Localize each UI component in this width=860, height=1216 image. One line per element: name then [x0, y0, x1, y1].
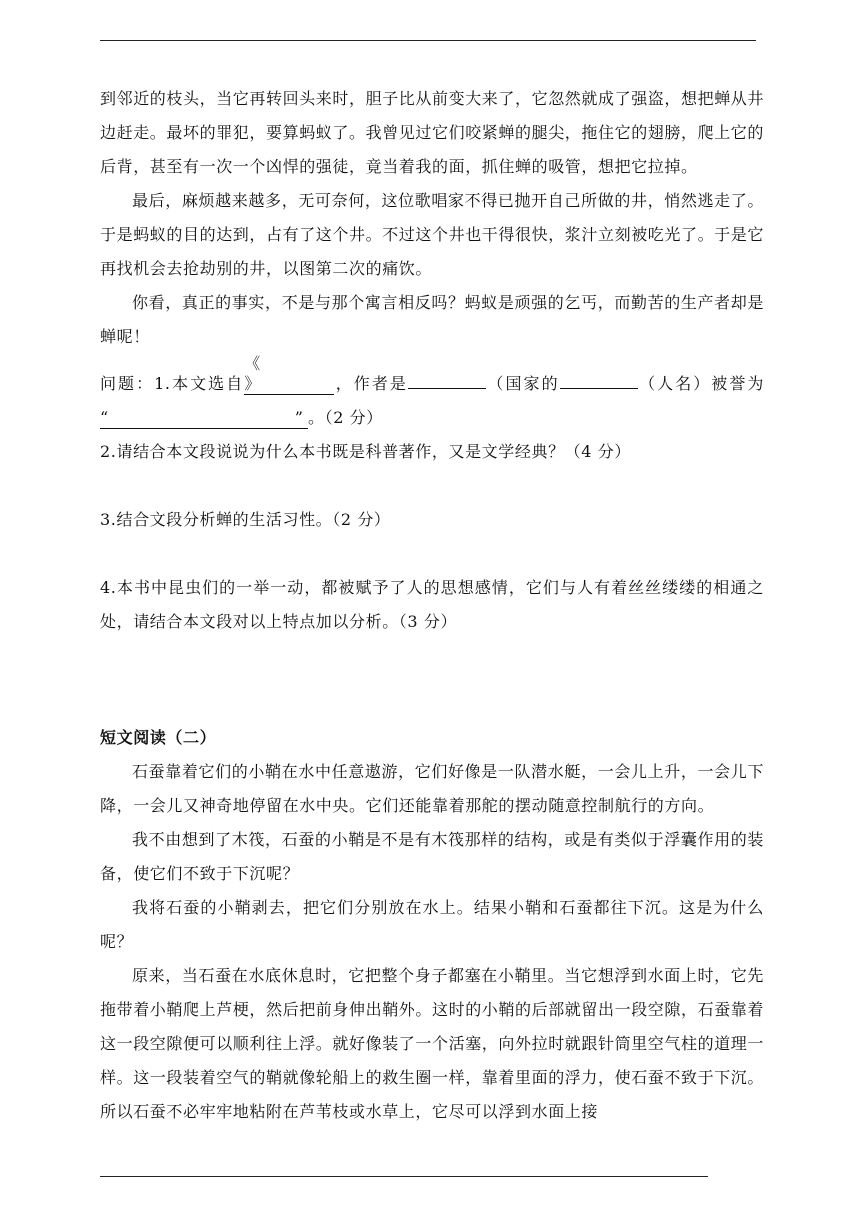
passage-two-paragraph: 石蚕靠着它们的小鞘在水中任意遨游，它们好像是一队潜水艇，一会儿上升，一会儿下降，一会儿又神奇地停留在水中央。它们还能靠着那舵的摆动随意控制航行的方向。	[100, 762, 764, 815]
question-1-name-text: （人名）被誉为	[637, 374, 765, 393]
section-gap	[100, 687, 764, 721]
footer-rule	[100, 1176, 708, 1177]
question-3: 3.结合文段分析蝉的生活习性。（2 分）	[100, 510, 391, 529]
header-rule	[100, 40, 756, 41]
quote-close: ”	[294, 408, 304, 427]
passage-two-paragraph: 原来，当石蚕在水底休息时，它把整个身子都塞在小鞘里。当它想浮到水面上时，它先拖带着小鞘爬上芦梗，然后把前身伸出鞘外。这时的小鞘的后部就留出一段空隙，石蚕靠着这一段空隙便可以顺利往上浮。就好像装了一个活塞，向外拉时就跟针筒里空气柱的道理一样。这一段装着空气的鞘就像轮船上的救生圈一样，靠着里面的浮力，使石蚕不致于下沉。所以石蚕不必牢牢地粘附在芦苇枝或水草上，它尽可以浮到水面上接	[100, 966, 765, 1121]
question-1-country-text: （国家的	[485, 374, 560, 393]
book-title-blank[interactable]	[244, 354, 334, 395]
page-content	[100, 82, 764, 1129]
question-2: 2.请结合本文段说说为什么本书既是科普著作，又是文学经典？（4 分）	[100, 442, 631, 461]
country-blank[interactable]	[560, 388, 638, 389]
answer-space[interactable]	[100, 537, 764, 571]
passage-two-paragraph: 我将石蚕的小鞘剥去，把它们分别放在水上。结果小鞘和石蚕都往下沉。这是为什么呢？	[100, 898, 764, 951]
question-1-suffix: 。（2 分）	[308, 408, 383, 427]
book-mark-close: 》	[244, 374, 261, 393]
answer-space[interactable]	[100, 639, 764, 687]
section-heading: 短文阅读（二）	[100, 728, 217, 747]
title-quote-blank[interactable]	[100, 408, 308, 429]
passage-one-paragraph: 你看，真正的事实，不是与那个寓言相反吗？蚂蚁是顽强的乞丐，而勤苦的生产者却是蝉呢！	[100, 293, 764, 346]
book-mark-open: 《	[244, 354, 269, 373]
passage-one-paragraph: 最后，麻烦越来越多，无可奈何，这位歌唱家不得已抛开自己所做的井，悄然逃走了。于是蚂蚁的目的达到，占有了这个井。不过这个井也干得很快，浆汁立刻被吃光了。于是它再找机会去抢劫别的井，以图第二次的痛饮。	[100, 191, 765, 278]
answer-space[interactable]	[100, 469, 764, 503]
passage-two-paragraph: 我不由想到了木筏，石蚕的小鞘是不是有木筏那样的结构，或是有类似于浮囊作用的装备，使它们不致于下沉呢？	[100, 830, 764, 883]
question-1-prefix: 问题：1.本文选自	[100, 374, 245, 393]
quote-open: “	[100, 408, 109, 427]
question-4: 4.本书中昆虫们的一举一动，都被赋予了人的思想感情，它们与人有着丝丝缕缕的相通之处，请结合本文段对以上特点加以分析。（3 分）	[100, 578, 764, 631]
question-1	[100, 354, 764, 435]
passage-one-paragraph: 到邻近的枝头，当它再转回头来时，胆子比从前变大来了，它忽然就成了强盗，想把蝉从井边赶走。最坏的罪犯，要算蚂蚁了。我曾见过它们咬紧蝉的腿尖，拖住它的翅膀，爬上它的后背，甚至有一次一个凶悍的强徒，竟当着我的面，抓住蝉的吸管，想把它拉掉。	[100, 89, 765, 176]
author-blank[interactable]	[408, 388, 486, 389]
question-1-author-text: ，作者是	[334, 374, 408, 393]
